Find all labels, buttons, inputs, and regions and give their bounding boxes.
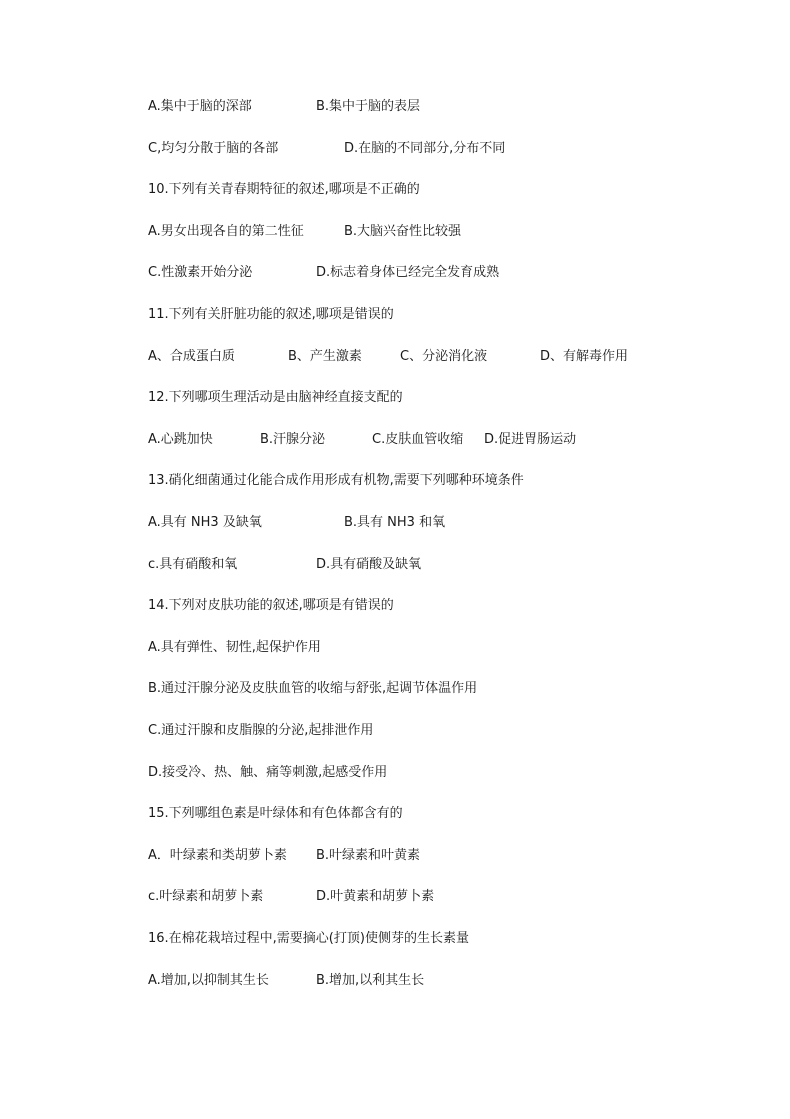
option-a: A.心跳加快 [148,432,213,447]
option-b: B.通过汗腺分泌及皮肤血管的收缩与舒张,起调节体温作用 [148,681,478,696]
option-c: c.具有硝酸和氧 [148,557,238,572]
option-d: D.叶黄素和胡萝卜素 [316,889,435,904]
option-b: B.汗腺分泌 [260,432,326,447]
option-b: B、产生激素 [288,349,362,364]
option-d: D.促进胃肠运动 [484,432,577,447]
question-11: 11.下列有关肝脏功能的叙述,哪项是错误的 [148,307,394,322]
option-d: D.在脑的不同部分,分布不同 [344,141,506,156]
option-d: D.接受冷、热、触、痛等刺激,起感受作用 [148,765,388,780]
option-a: A.男女出现各自的第二性征 [148,224,304,239]
option-a: A．叶绿素和类胡萝卜素 [148,848,287,863]
option-b: B.大脑兴奋性比较强 [344,224,462,239]
option-b: B.具有 NH3 和氧 [344,515,446,530]
option-a: A、合成蛋白质 [148,349,235,364]
question-13: 13.硝化细菌通过化能合成作用形成有机物,需要下列哪种环境条件 [148,473,524,488]
option-d: D.标志着身体已经完全发育成熟 [316,265,500,280]
option-c: C.通过汗腺和皮脂腺的分泌,起排泄作用 [148,723,374,738]
option-c: C、分泌消化液 [400,349,488,364]
question-12: 12.下列哪项生理活动是由脑神经直接支配的 [148,390,403,405]
option-b: B.集中于脑的表层 [316,99,421,114]
option-a: A.增加,以抑制其生长 [148,973,269,988]
option-c: C.皮肤血管收缩 [372,432,464,447]
option-c: C.性激素开始分泌 [148,265,253,280]
question-16: 16.在棉花栽培过程中,需要摘心(打顶)使侧芽的生长素量 [148,931,469,946]
option-c: C,均匀分散于脑的各部 [148,141,279,156]
option-d: D.具有硝酸及缺氧 [316,557,422,572]
question-10: 10.下列有关青春期特征的叙述,哪项是不正确的 [148,182,420,197]
question-15: 15.下列哪组色素是叶绿体和有色体都含有的 [148,806,403,821]
option-c: c.叶绿素和胡萝卜素 [148,889,264,904]
question-14: 14.下列对皮肤功能的叙述,哪项是有错误的 [148,598,394,613]
option-a: A.具有 NH3 及缺氧 [148,515,262,530]
option-a: A.集中于脑的深部 [148,99,252,114]
option-b: B.增加,以利其生长 [316,973,425,988]
option-b: B.叶绿素和叶黄素 [316,848,421,863]
option-d: D、有解毒作用 [540,349,629,364]
option-a: A.具有弹性、韧性,起保护作用 [148,640,321,655]
